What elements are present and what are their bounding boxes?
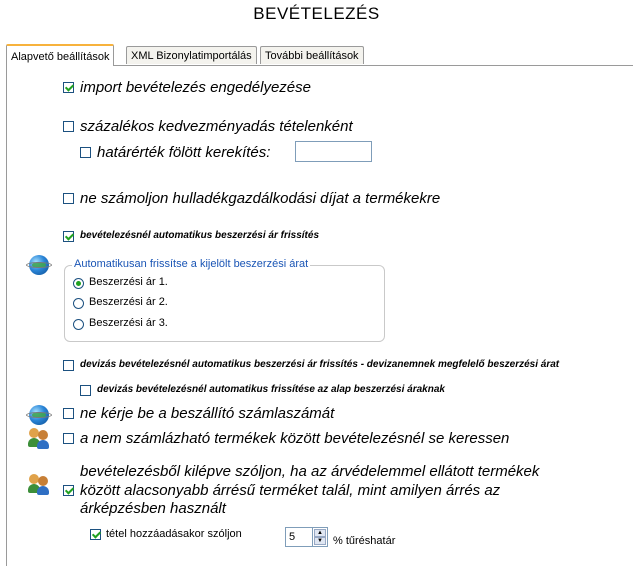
price-1-radio[interactable] [73,278,84,289]
margin-warning-line3: árképzésben használt [80,500,226,517]
page-title: BEVÉTELEZÉS [253,4,380,23]
no-waste-fee-label: ne számoljon hulladékgazdálkodási díjat a termékekre [80,190,441,207]
auto-price-update-label: bevételezésnél automatikus beszerzési ár frissítés [80,230,320,241]
threshold-rounding-label: határérték fölött kerekítés: [97,144,271,161]
users-icon [27,428,51,450]
users-icon [27,474,51,496]
price-3-label: Beszerzési ár 3. [89,317,168,329]
price-2-radio[interactable] [73,298,84,309]
auto-price-update-checkbox[interactable] [63,231,74,242]
tolerance-input[interactable] [285,527,313,547]
discount-per-item-label: százalékos kedvezményadás tételenként [80,118,353,135]
threshold-rounding-input[interactable] [295,141,372,162]
spinner-up-icon[interactable]: ▲ [314,529,326,537]
no-waste-fee-checkbox[interactable] [63,193,74,204]
fx-base-update-label: devizás bevételezésnél automatikus frissítése az alap beszerzési áraknak [97,384,445,395]
fx-price-update-label: devizás bevételezésnél automatikus beszerzési ár frissítés - devizanemnek megfelelő beszerzési árat [80,359,560,370]
margin-warning-line2: között alacsonyabb árrésű terméket talál, mint amilyen árrés az [80,482,501,499]
globe-icon [29,255,49,275]
no-supplier-invoice-checkbox[interactable] [63,408,74,419]
margin-warning-line1: bevételezésből kilépve szóljon, ha az árvédelemmel ellátott termékek [80,463,540,480]
no-search-nonbillable-label: a nem számlázható termékek között bevételezésnél se keressen [80,430,510,447]
tolerance-spinner[interactable] [312,527,328,547]
price-3-radio[interactable] [73,319,84,330]
tab-basic-settings[interactable]: Alapvető beállítások [6,44,114,66]
import-enable-checkbox[interactable] [63,82,74,93]
add-item-warning-label: tétel hozzáadásakor szóljon [106,528,242,540]
price-1-label: Beszerzési ár 1. [89,276,168,288]
margin-warning-checkbox[interactable] [63,485,74,496]
add-item-warning-checkbox[interactable] [90,529,101,540]
tab-further-settings[interactable]: További beállítások [260,46,364,64]
tab-xml-import[interactable]: XML Bizonylatimportálás [126,46,257,64]
price-update-groupbox-title: Automatikusan frissítse a kijelölt beszerzési árat [74,258,309,270]
no-supplier-invoice-label: ne kérje be a beszállító számlaszámát [80,405,335,422]
threshold-rounding-checkbox[interactable] [80,147,91,158]
spinner-down-icon[interactable]: ▼ [314,537,326,545]
fx-base-update-checkbox[interactable] [80,385,91,396]
import-enable-label: import bevételezés engedélyezése [80,79,311,96]
fx-price-update-checkbox[interactable] [63,360,74,371]
globe-icon [29,405,49,425]
no-search-nonbillable-checkbox[interactable] [63,433,74,444]
discount-per-item-checkbox[interactable] [63,121,74,132]
tolerance-suffix: % tűréshatár [333,535,396,547]
price-2-label: Beszerzési ár 2. [89,296,168,308]
